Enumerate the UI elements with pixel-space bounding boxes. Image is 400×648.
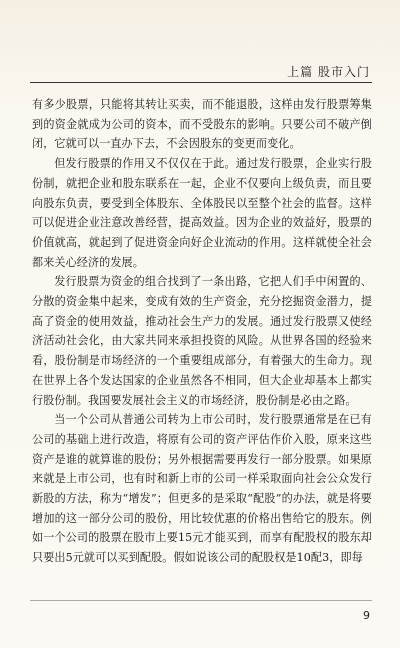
page-footer [0,600,400,648]
paragraph-role-of-stock: 但发行股票的作用又不仅仅在于此。通过发行股票，企业实行股份制，就把企业和股东联系在一起，企业不仅要向上级负责，而且要向股东负责，要受到全体股东、全体股民以至整个社会的监督。这样可以促进企业注意改善经营，提高效益。因为企业的效益好，股票的价值就高，就起到了促进资金向好企业流动的作用。这样就使全社会都来关心经济的发展。 [32,157,372,269]
header-divider [30,82,372,83]
page-number: 9 [363,609,370,622]
footer-divider [30,600,372,601]
section-title: 上篇 股市入门 [287,65,370,79]
paragraph-capital-raising: 发行股票为资金的组合找到了一条出路，它把人们手中闲置的、分散的资金集中起来，变成有效的生产资金，充分挖掘资金潜力，提高了资金的使用效益，推动社会生产力的发展。通过发行股票又使经济活动社会化，由大家共同来承担投资的风险。从世界各国的经验来看，股份制是市场经济的一个重要组成部分，有着强大的生命力。现在世界上各个发达国家的企业虽然各不相同，但大企业却基本上都实行股份制。我国要发展社会主义的市场经济，股份制是必由之路。 [32,275,372,407]
paragraph-listing-process: 当一个公司从普通公司转为上市公司时，发行股票通常是在已有公司的基础上进行改造，将原有公司的资产评估作价入股，原来这些资产是谁的就算谁的股份；另外根据需要再发行一部分股票。如果原来就是上市公司，也有时和新上市的公司一样采取面向社会公众发行新股的方法，称为“增发”；但更多的是采取“配股”的办法，就是将要增加的这一部分公司的股份，用比较优惠的价格出售给它的股东。例如一个公司的股票在股市上要15元才能买到，而享有配股权的股东却只要出5元就可以买到配股。假如说该公司的配股权是10配3，即每 [32,413,372,565]
page-body [32,95,372,595]
page-header [0,0,400,94]
paragraph-continued: 有多少股票，只能将其转让买卖，而不能退股，这样由发行股票筹集到的资金就成为公司的资本，而不受股东的影响。只要公司不破产倒闭，它就可以一直办下去，不会因股东的变更而变化。 [32,98,372,151]
